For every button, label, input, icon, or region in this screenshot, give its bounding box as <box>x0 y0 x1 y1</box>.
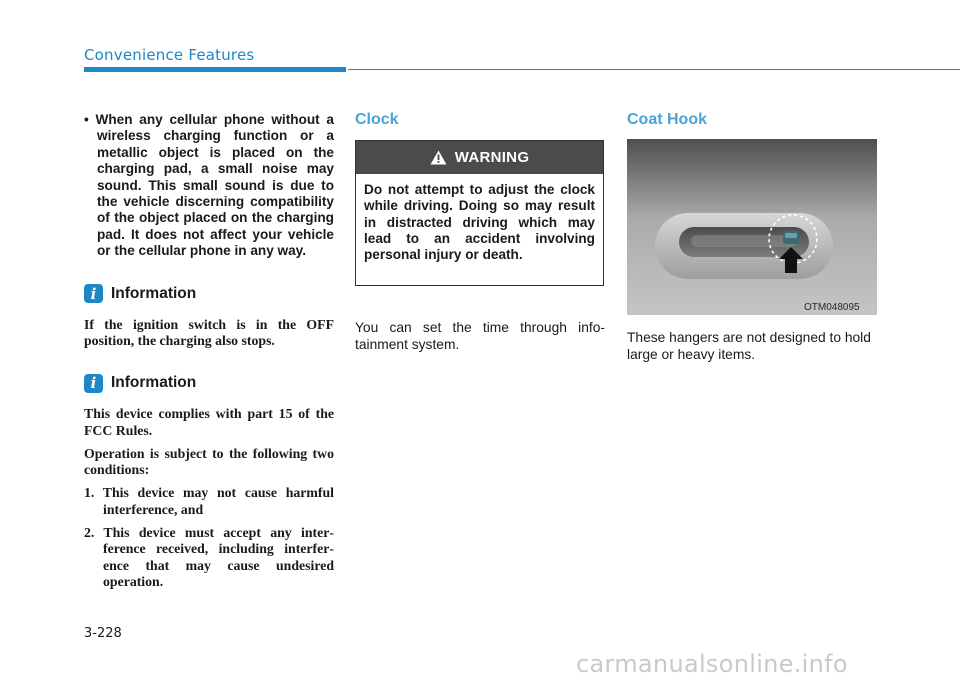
coat-hook-heading: Coat Hook <box>627 111 707 128</box>
info-icon: i <box>84 284 103 303</box>
numbered-item: 1. This device may not cause harmful interference, and <box>84 485 334 517</box>
info-paragraph: This device complies with part 15 of the FCC Rules. <box>84 406 334 438</box>
coat-hook-photo <box>627 139 877 315</box>
watermark: carmanualsonline.info <box>576 650 848 678</box>
page-number: 3-228 <box>84 626 122 641</box>
clock-heading: Clock <box>355 111 399 128</box>
info-icon: i <box>84 374 103 393</box>
left-column <box>84 112 334 597</box>
bullet-note: • When any cellular phone without a wireless charging function or a metallic object is placed on the charging pad, a small noise may sound. This small sound is due to the vehicle discerning compatibility of the object placed on the charging pad. It does not affect your vehicle or the cellular phone in any way. <box>84 112 334 259</box>
information-heading-1 <box>84 284 334 304</box>
information-text-2 <box>84 406 334 590</box>
information-title: Information <box>111 374 197 392</box>
warning-label: WARNING <box>454 149 530 166</box>
warning-header <box>356 141 603 174</box>
information-heading-2 <box>84 373 334 393</box>
warning-text: Do not attempt to adjust the clock while driving. Doing so may result in distracted driving which may lead to an accident involving personal injury or death. <box>364 182 595 263</box>
header-rule-thin <box>348 69 960 70</box>
info-paragraph: If the ignition switch is in the OFF position, the charging also stops. <box>84 316 334 348</box>
warning-triangle-icon <box>430 150 447 165</box>
info-paragraph: Operation is subject to the following two conditions: <box>84 445 334 478</box>
warning-box <box>355 140 604 286</box>
photo-code: OTM048095 <box>804 302 860 313</box>
coat-hook-description: These hangers are not designed to hold large or heavy items. <box>627 330 871 362</box>
section-title: Convenience Features <box>84 46 255 64</box>
numbered-item: 2. This device must accept any interference received, including interference that may cause undesired operation. <box>84 525 334 589</box>
header-rule-thick <box>84 67 346 72</box>
information-title: Information <box>111 284 197 302</box>
information-text-1 <box>84 317 334 350</box>
clock-description: You can set the time through infotainment system. <box>355 320 605 352</box>
